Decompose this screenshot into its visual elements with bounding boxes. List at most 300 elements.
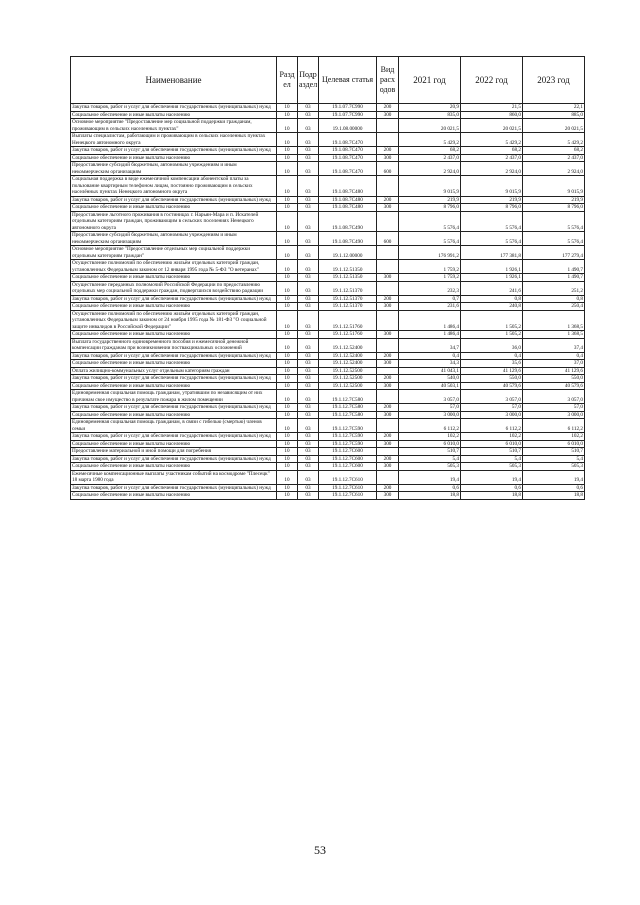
table-row: [71, 111, 585, 119]
cell-2023: 41 129,6: [523, 367, 585, 375]
cell-2022: 5 576,4: [461, 211, 523, 232]
cell-2023: 2 924,0: [523, 162, 585, 176]
header-name: Наименование: [71, 57, 277, 104]
cell-razdel: 10: [277, 331, 298, 339]
table-body: [71, 104, 585, 500]
cell-2023: 102,2: [523, 433, 585, 441]
cell-razdel: 10: [277, 360, 298, 368]
cell-2023: 40 579,6: [523, 382, 585, 390]
table-row: [71, 433, 585, 441]
header-razdel: Разд ел: [277, 57, 298, 104]
cell-2022: 5 429,2: [461, 133, 523, 147]
table-row: [71, 360, 585, 368]
cell-2022: 1 926,1: [461, 260, 523, 274]
cell-vid: [377, 176, 399, 197]
table-row: [71, 338, 585, 352]
cell-2022: 1 505,2: [461, 331, 523, 339]
cell-podrazdel: 03: [298, 419, 319, 433]
cell-razdel: 10: [277, 470, 298, 484]
cell-name: Основное мероприятие "Предоставление отдельных мер социальной поддержки отдельным категориям граждан": [71, 246, 277, 260]
cell-statya: 19.1.12.52400: [319, 338, 377, 352]
cell-2021: 34,7: [399, 338, 461, 352]
cell-2021: 40 503,1: [399, 382, 461, 390]
cell-razdel: 10: [277, 260, 298, 274]
cell-statya: 19.1.12.52500: [319, 382, 377, 390]
cell-statya: 19.1.12.00000: [319, 246, 377, 260]
cell-razdel: 10: [277, 484, 298, 492]
cell-2023: 251,2: [523, 281, 585, 295]
cell-razdel: 10: [277, 433, 298, 441]
cell-name: Социальное обеспечение и иные выплаты населению: [71, 382, 277, 390]
cell-2021: 1 486,4: [399, 310, 461, 331]
table-row: [71, 448, 585, 456]
cell-vid: 300: [377, 492, 399, 500]
cell-statya: 19.1.12.51760: [319, 310, 377, 331]
cell-statya: 19.1.12.7C600: [319, 463, 377, 471]
cell-2021: 0,4: [399, 352, 461, 360]
cell-statya: 19.1.08.7C480: [319, 204, 377, 212]
cell-razdel: 10: [277, 274, 298, 282]
cell-2023: 3 057,0: [523, 390, 585, 404]
cell-razdel: 10: [277, 382, 298, 390]
cell-2023: 5 576,4: [523, 232, 585, 246]
cell-name: Социальное обеспечение и иные выплаты населению: [71, 463, 277, 471]
cell-2022: 57,0: [461, 404, 523, 412]
cell-2023: 219,9: [523, 196, 585, 204]
cell-vid: [377, 419, 399, 433]
cell-statya: 19.1.08.00000: [319, 119, 377, 133]
table-row: [71, 484, 585, 492]
cell-name: Социальное обеспечение и иные выплаты населению: [71, 303, 277, 311]
table-row: [71, 119, 585, 133]
cell-statya: 19.1.12.7C590: [319, 440, 377, 448]
cell-statya: 19.1.12.52500: [319, 367, 377, 375]
document-page: [70, 56, 584, 500]
cell-razdel: 10: [277, 492, 298, 500]
cell-2021: 1 759,2: [399, 260, 461, 274]
cell-2022: 20 021,5: [461, 119, 523, 133]
cell-2023: 18,8: [523, 492, 585, 500]
cell-razdel: 10: [277, 404, 298, 412]
cell-2021: 18,8: [399, 492, 461, 500]
cell-name: Закупка товаров, работ и услуг для обеспечения государственных (муниципальных) нужд: [71, 104, 277, 112]
cell-2022: 1 505,2: [461, 310, 523, 331]
table-header-row: [71, 57, 585, 104]
cell-vid: 300: [377, 440, 399, 448]
cell-vid: [377, 246, 399, 260]
cell-vid: [377, 338, 399, 352]
cell-podrazdel: 03: [298, 204, 319, 212]
cell-name: Осуществление полномочий по обеспечению жильём отдельных категорий граждан, установленных Федеральным законом от 24 ноября 1995 года № 181-ФЗ "О социальной защите инвалидов в Российской Федерации": [71, 310, 277, 331]
table-row: [71, 196, 585, 204]
cell-2023: 2 437,0: [523, 154, 585, 162]
cell-razdel: 10: [277, 111, 298, 119]
cell-razdel: 10: [277, 196, 298, 204]
cell-name: Предоставление субсидий бюджетным, автономным учреждениям и иным некоммерческим организациям: [71, 232, 277, 246]
cell-statya: 19.1.12.7C580: [319, 390, 377, 404]
cell-razdel: 10: [277, 463, 298, 471]
cell-2021: 3 000,0: [399, 411, 461, 419]
cell-2023: 22,1: [523, 104, 585, 112]
cell-statya: 19.1.12.52500: [319, 375, 377, 383]
cell-podrazdel: 03: [298, 196, 319, 204]
cell-statya: 19.1.12.51370: [319, 281, 377, 295]
table-row: [71, 470, 585, 484]
cell-2023: 0,4: [523, 352, 585, 360]
cell-podrazdel: 03: [298, 440, 319, 448]
cell-podrazdel: 03: [298, 119, 319, 133]
cell-razdel: 10: [277, 411, 298, 419]
cell-name: Закупка товаров, работ и услуг для обеспечения государственных (муниципальных) нужд: [71, 295, 277, 303]
cell-name: Закупка товаров, работ и услуг для обеспечения государственных (муниципальных) нужд: [71, 433, 277, 441]
cell-2021: 3 057,0: [399, 390, 461, 404]
table-row: [71, 281, 585, 295]
cell-2022: 21,5: [461, 104, 523, 112]
cell-2022: 2 437,0: [461, 154, 523, 162]
cell-podrazdel: 03: [298, 338, 319, 352]
cell-statya: 19.1.12.7C610: [319, 492, 377, 500]
cell-name: Оплата жилищно-коммунальных услуг отдельным категориям граждан: [71, 367, 277, 375]
cell-2022: 41 129,6: [461, 367, 523, 375]
cell-name: Предоставление субсидий бюджетным, автономным учреждениям и иным некоммерческим организациям: [71, 162, 277, 176]
cell-podrazdel: 03: [298, 176, 319, 197]
table-row: [71, 147, 585, 155]
cell-2021: 20 021,5: [399, 119, 461, 133]
table-row: [71, 204, 585, 212]
cell-podrazdel: 03: [298, 390, 319, 404]
cell-podrazdel: 03: [298, 448, 319, 456]
cell-podrazdel: 03: [298, 147, 319, 155]
cell-vid: 300: [377, 360, 399, 368]
cell-razdel: 10: [277, 246, 298, 260]
cell-2023: 5 576,4: [523, 211, 585, 232]
header-year-2021: 2021 год: [399, 57, 461, 104]
cell-2021: 57,0: [399, 404, 461, 412]
cell-2021: 2 437,0: [399, 154, 461, 162]
cell-name: Закупка товаров, работ и услуг для обеспечения государственных (муниципальных) нужд: [71, 147, 277, 155]
cell-razdel: 10: [277, 162, 298, 176]
cell-razdel: 10: [277, 104, 298, 112]
cell-statya: 19.1.08.7C470: [319, 147, 377, 155]
cell-podrazdel: 03: [298, 211, 319, 232]
cell-statya: 19.1.07.7C990: [319, 104, 377, 112]
cell-2023: 6 112,2: [523, 419, 585, 433]
cell-statya: 19.1.08.7C490: [319, 232, 377, 246]
cell-2021: 6 112,2: [399, 419, 461, 433]
cell-2022: 35,6: [461, 360, 523, 368]
cell-razdel: 10: [277, 440, 298, 448]
cell-statya: 19.1.12.7C580: [319, 411, 377, 419]
cell-podrazdel: 03: [298, 281, 319, 295]
cell-vid: [377, 260, 399, 274]
cell-razdel: 10: [277, 176, 298, 197]
cell-podrazdel: 03: [298, 111, 319, 119]
table-row: [71, 104, 585, 112]
cell-name: Социальное обеспечение и иные выплаты населению: [71, 331, 277, 339]
cell-vid: 200: [377, 375, 399, 383]
cell-2021: 1 486,4: [399, 331, 461, 339]
table-row: [71, 463, 585, 471]
cell-2021: 5 429,2: [399, 133, 461, 147]
cell-vid: 200: [377, 484, 399, 492]
cell-2023: 510,7: [523, 448, 585, 456]
cell-razdel: 10: [277, 147, 298, 155]
cell-2022: 68,2: [461, 147, 523, 155]
cell-podrazdel: 03: [298, 154, 319, 162]
cell-razdel: 10: [277, 310, 298, 331]
cell-2021: 5 576,4: [399, 232, 461, 246]
cell-vid: 300: [377, 382, 399, 390]
cell-vid: 300: [377, 274, 399, 282]
cell-2023: 9 015,9: [523, 176, 585, 197]
cell-razdel: 10: [277, 232, 298, 246]
cell-2022: 1 926,1: [461, 274, 523, 282]
cell-vid: 300: [377, 204, 399, 212]
cell-2023: 5,4: [523, 455, 585, 463]
cell-2022: 36,0: [461, 338, 523, 352]
cell-razdel: 10: [277, 281, 298, 295]
cell-vid: 300: [377, 111, 399, 119]
cell-2021: 6 010,0: [399, 440, 461, 448]
cell-2022: 550,0: [461, 375, 523, 383]
cell-podrazdel: 03: [298, 367, 319, 375]
cell-statya: 19.1.12.52400: [319, 352, 377, 360]
cell-vid: 300: [377, 411, 399, 419]
cell-2022: 219,9: [461, 196, 523, 204]
cell-2023: 37,4: [523, 338, 585, 352]
cell-razdel: 10: [277, 455, 298, 463]
cell-2022: 240,8: [461, 303, 523, 311]
cell-2022: 5 576,4: [461, 232, 523, 246]
cell-2021: 0,6: [399, 484, 461, 492]
cell-statya: 19.1.08.7C490: [319, 211, 377, 232]
cell-vid: [377, 390, 399, 404]
cell-name: Социальное обеспечение и иные выплаты населению: [71, 204, 277, 212]
cell-2023: 505,3: [523, 463, 585, 471]
cell-2022: 6 010,0: [461, 440, 523, 448]
cell-podrazdel: 03: [298, 331, 319, 339]
cell-podrazdel: 03: [298, 246, 319, 260]
cell-2022: 3 057,0: [461, 390, 523, 404]
cell-razdel: 10: [277, 303, 298, 311]
cell-2023: 6 010,0: [523, 440, 585, 448]
cell-podrazdel: 03: [298, 310, 319, 331]
cell-vid: [377, 133, 399, 147]
cell-vid: 200: [377, 295, 399, 303]
cell-2022: 505,3: [461, 463, 523, 471]
cell-2023: 1 490,7: [523, 274, 585, 282]
cell-name: Социальное обеспечение и иные выплаты населению: [71, 274, 277, 282]
cell-2023: 37,0: [523, 360, 585, 368]
cell-statya: 19.1.12.51370: [319, 295, 377, 303]
cell-name: Выплата государственного единовременного пособия и ежемесячной денежной компенсации гражданам при возникновении поствакцинальных осложнений: [71, 338, 277, 352]
cell-vid: 600: [377, 232, 399, 246]
cell-name: Закупка товаров, работ и услуг для обеспечения государственных (муниципальных) нужд: [71, 196, 277, 204]
cell-2022: 0,4: [461, 352, 523, 360]
cell-name: Социальное обеспечение и иные выплаты населению: [71, 111, 277, 119]
cell-razdel: 10: [277, 133, 298, 147]
cell-razdel: 10: [277, 448, 298, 456]
cell-name: Ежемесячные компенсационные выплаты участникам событий на космодроме "Плесецк" 18 марта 1980 года: [71, 470, 277, 484]
cell-2022: 102,2: [461, 433, 523, 441]
cell-2023: 8 796,0: [523, 204, 585, 212]
cell-vid: 300: [377, 154, 399, 162]
table-row: [71, 440, 585, 448]
cell-2021: 102,2: [399, 433, 461, 441]
cell-2023: 1 368,5: [523, 310, 585, 331]
cell-2021: 2 924,0: [399, 162, 461, 176]
cell-vid: 200: [377, 196, 399, 204]
cell-statya: 19.1.08.7C480: [319, 176, 377, 197]
cell-2021: 505,3: [399, 463, 461, 471]
table-row: [71, 455, 585, 463]
cell-2021: 68,2: [399, 147, 461, 155]
table-row: [71, 404, 585, 412]
cell-name: Основное мероприятие "Предоставление мер социальной поддержки гражданам, проживающим в сельских населенных пунктах": [71, 119, 277, 133]
cell-name: Социальная поддержка в виде ежемесячной компенсации абонентской платы за пользование квартирным телефоном лицам, постоянно проживающим в сельских населённых пунктах Ненецкого автономного округа: [71, 176, 277, 197]
cell-razdel: 10: [277, 119, 298, 133]
cell-podrazdel: 03: [298, 260, 319, 274]
cell-name: Закупка товаров, работ и услуг для обеспечения государственных (муниципальных) нужд: [71, 484, 277, 492]
cell-statya: 19.1.12.7C610: [319, 484, 377, 492]
cell-vid: [377, 119, 399, 133]
table-row: [71, 303, 585, 311]
cell-statya: 19.1.12.52400: [319, 360, 377, 368]
table-row: [71, 154, 585, 162]
cell-vid: 200: [377, 104, 399, 112]
cell-statya: 19.1.12.7C610: [319, 470, 377, 484]
cell-podrazdel: 03: [298, 232, 319, 246]
cell-razdel: 10: [277, 390, 298, 404]
cell-2022: 3 000,0: [461, 411, 523, 419]
cell-razdel: 10: [277, 154, 298, 162]
cell-2023: 19,4: [523, 470, 585, 484]
cell-2022: 5,4: [461, 455, 523, 463]
cell-vid: 300: [377, 303, 399, 311]
cell-2023: 1 490,7: [523, 260, 585, 274]
cell-2022: 241,6: [461, 281, 523, 295]
cell-2023: 177 279,4: [523, 246, 585, 260]
cell-razdel: 10: [277, 204, 298, 212]
cell-2023: 250,4: [523, 303, 585, 311]
cell-2022: 0,6: [461, 484, 523, 492]
cell-podrazdel: 03: [298, 274, 319, 282]
cell-podrazdel: 03: [298, 382, 319, 390]
cell-name: Закупка товаров, работ и услуг для обеспечения государственных (муниципальных) нужд: [71, 375, 277, 383]
cell-name: Предоставление материальной и иной помощи для погребения: [71, 448, 277, 456]
cell-2022: 18,8: [461, 492, 523, 500]
cell-name: Единовременная социальная помощь гражданам, утратившим по независящим от них причинам свое имущество в результате пожара в жилом помещении: [71, 390, 277, 404]
header-statya: Целевая статья: [319, 57, 377, 104]
header-year-2022: 2022 год: [461, 57, 523, 104]
table-row: [71, 352, 585, 360]
cell-2021: 5,4: [399, 455, 461, 463]
cell-razdel: 10: [277, 295, 298, 303]
cell-vid: [377, 470, 399, 484]
cell-2023: 5 429,2: [523, 133, 585, 147]
cell-name: Социальное обеспечение и иные выплаты населению: [71, 411, 277, 419]
cell-2021: 219,9: [399, 196, 461, 204]
cell-2021: 41 043,1: [399, 367, 461, 375]
cell-podrazdel: 03: [298, 463, 319, 471]
cell-2022: 2 924,0: [461, 162, 523, 176]
cell-statya: 19.1.12.7C600: [319, 448, 377, 456]
cell-podrazdel: 03: [298, 162, 319, 176]
cell-2021: 8 796,0: [399, 204, 461, 212]
cell-2023: 0,8: [523, 295, 585, 303]
cell-statya: 19.1.08.7C470: [319, 162, 377, 176]
cell-statya: 19.1.12.51350: [319, 274, 377, 282]
cell-2022: 177 381,8: [461, 246, 523, 260]
table-row: [71, 176, 585, 197]
cell-vid: 300: [377, 463, 399, 471]
cell-2022: 510,7: [461, 448, 523, 456]
cell-2023: 1 368,5: [523, 331, 585, 339]
cell-name: Социальное обеспечение и иные выплаты населению: [71, 154, 277, 162]
table-row: [71, 162, 585, 176]
cell-name: Социальное обеспечение и иные выплаты населению: [71, 440, 277, 448]
cell-2023: 885,0: [523, 111, 585, 119]
table-row: [71, 295, 585, 303]
cell-2023: 3 000,0: [523, 411, 585, 419]
cell-2021: 176 991,2: [399, 246, 461, 260]
cell-podrazdel: 03: [298, 492, 319, 500]
cell-name: Социальное обеспечение и иные выплаты населению: [71, 492, 277, 500]
header-year-2023: 2023 год: [523, 57, 585, 104]
cell-razdel: 10: [277, 375, 298, 383]
cell-statya: 19.1.12.51370: [319, 303, 377, 311]
header-podrazdel: Подр аздел: [298, 57, 319, 104]
cell-2022: 6 112,2: [461, 419, 523, 433]
cell-name: Социальное обеспечение и иные выплаты населению: [71, 360, 277, 368]
cell-2022: 40 579,6: [461, 382, 523, 390]
cell-razdel: 10: [277, 419, 298, 433]
cell-podrazdel: 03: [298, 104, 319, 112]
table-row: [71, 133, 585, 147]
table-row: [71, 260, 585, 274]
cell-2023: 0,6: [523, 484, 585, 492]
cell-podrazdel: 03: [298, 352, 319, 360]
cell-2022: 0,8: [461, 295, 523, 303]
cell-2021: 232,3: [399, 281, 461, 295]
cell-2023: 68,2: [523, 147, 585, 155]
cell-vid: [377, 281, 399, 295]
cell-2021: 510,7: [399, 448, 461, 456]
cell-statya: 19.1.08.7C470: [319, 154, 377, 162]
cell-2021: 5 576,4: [399, 211, 461, 232]
cell-podrazdel: 03: [298, 360, 319, 368]
table-row: [71, 375, 585, 383]
table-row: [71, 419, 585, 433]
cell-podrazdel: 03: [298, 303, 319, 311]
cell-podrazdel: 03: [298, 484, 319, 492]
cell-podrazdel: 03: [298, 133, 319, 147]
cell-vid: 600: [377, 162, 399, 176]
cell-2022: 19,4: [461, 470, 523, 484]
cell-vid: 200: [377, 352, 399, 360]
cell-vid: 200: [377, 433, 399, 441]
cell-statya: 19.1.08.7C470: [319, 133, 377, 147]
cell-statya: 19.1.12.7C590: [319, 419, 377, 433]
cell-razdel: 10: [277, 352, 298, 360]
cell-podrazdel: 03: [298, 455, 319, 463]
cell-name: Единовременная социальная помощь гражданам, в связи с гибелью (смертью) членов семьи: [71, 419, 277, 433]
cell-vid: 200: [377, 404, 399, 412]
cell-vid: 200: [377, 147, 399, 155]
table-row: [71, 367, 585, 375]
table-row: [71, 232, 585, 246]
cell-podrazdel: 03: [298, 411, 319, 419]
